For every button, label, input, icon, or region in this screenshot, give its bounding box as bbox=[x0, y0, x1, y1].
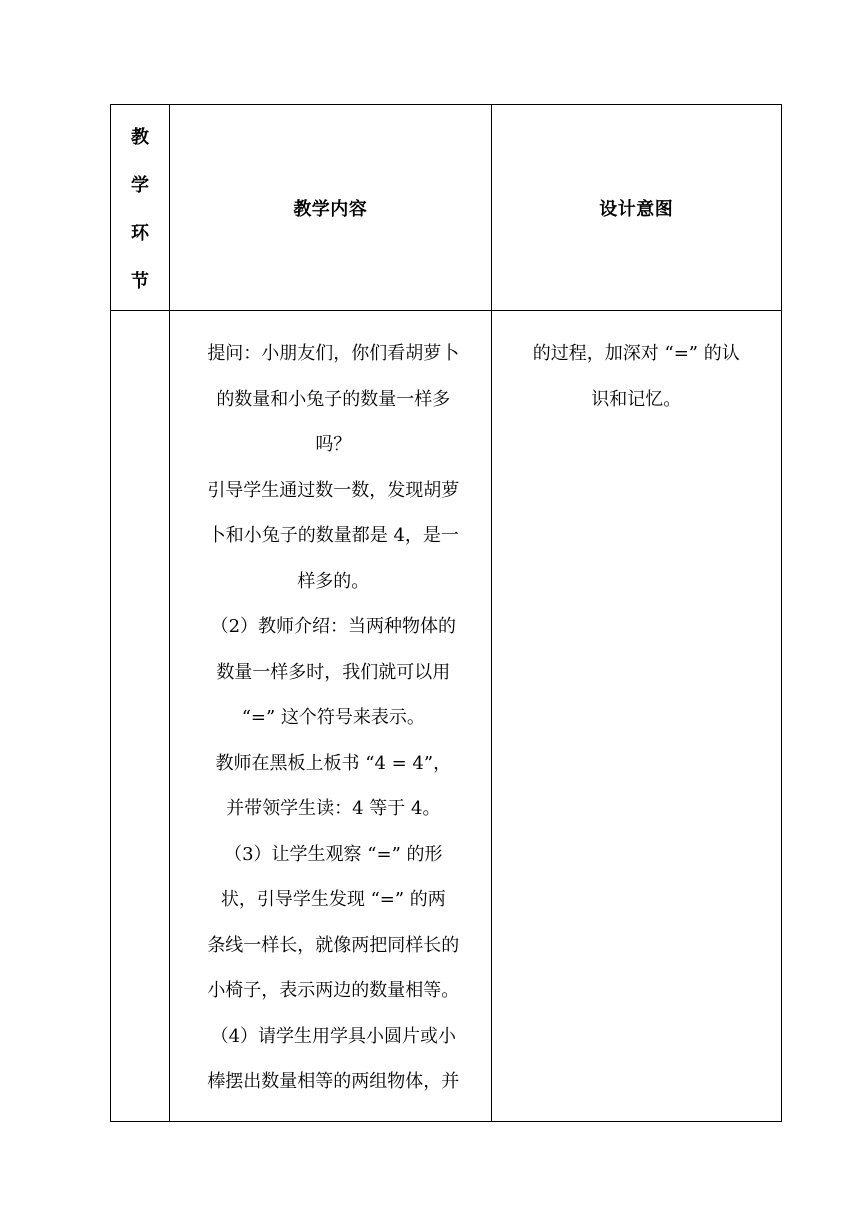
content-line: 数量一样多时，我们就可以用 bbox=[216, 661, 451, 683]
content-line: （2）教师介绍：当两种物体的 bbox=[210, 616, 457, 637]
section-cell bbox=[111, 311, 170, 1122]
content-cell bbox=[170, 311, 491, 1122]
section-header-char: 学 bbox=[131, 174, 150, 196]
content-header-cell bbox=[170, 105, 491, 311]
content-line: 的数量和小兔子的数量一样多 bbox=[216, 388, 451, 410]
content-line: 引导学生通过数一数，发现胡萝 bbox=[207, 479, 460, 501]
intent-header-title: 设计意图 bbox=[599, 198, 674, 220]
content-line: 棒摆出数量相等的两组物体，并 bbox=[207, 1071, 460, 1092]
content-line: 并带领学生读：4 等于 4。 bbox=[226, 798, 441, 819]
content-line: “=” 这个符号来表示。 bbox=[241, 707, 425, 728]
section-header-char: 节 bbox=[131, 270, 150, 292]
table-body-row bbox=[111, 311, 782, 1122]
content-line: （4）请学生用学具小圆片或小 bbox=[210, 1025, 457, 1047]
section-header bbox=[111, 123, 169, 293]
section-header-char: 教 bbox=[131, 126, 150, 148]
content-line: 提问：小朋友们，你们看胡萝卜 bbox=[207, 343, 460, 364]
content-line: 教师在黑板上板书 “4 = 4”， bbox=[215, 752, 452, 774]
content-line: 样多的。 bbox=[297, 570, 370, 592]
content-line: 状，引导学生发现 “=” 的两 bbox=[220, 889, 446, 910]
table-header-row bbox=[111, 105, 782, 311]
content-line: 条线一样长，就像两把同样长的 bbox=[207, 934, 460, 956]
intent-cell bbox=[491, 311, 781, 1122]
intent-line: 的过程，加深对 “=” 的认 bbox=[532, 343, 740, 364]
section-header-cell bbox=[111, 105, 170, 311]
intent-line: 识和记忆。 bbox=[591, 388, 682, 410]
content-line: 卜和小兔子的数量都是 4，是一 bbox=[207, 525, 459, 546]
content-line: （3）让学生观察 “=” 的形 bbox=[224, 843, 443, 865]
section-header-char: 环 bbox=[131, 222, 150, 244]
content-line: 小椅子，表示两边的数量相等。 bbox=[207, 980, 460, 1001]
intent-header-cell bbox=[491, 105, 781, 311]
content-line: 吗？ bbox=[315, 434, 352, 455]
content-header-title: 教学内容 bbox=[293, 198, 368, 220]
lesson-plan-table bbox=[110, 104, 782, 1122]
